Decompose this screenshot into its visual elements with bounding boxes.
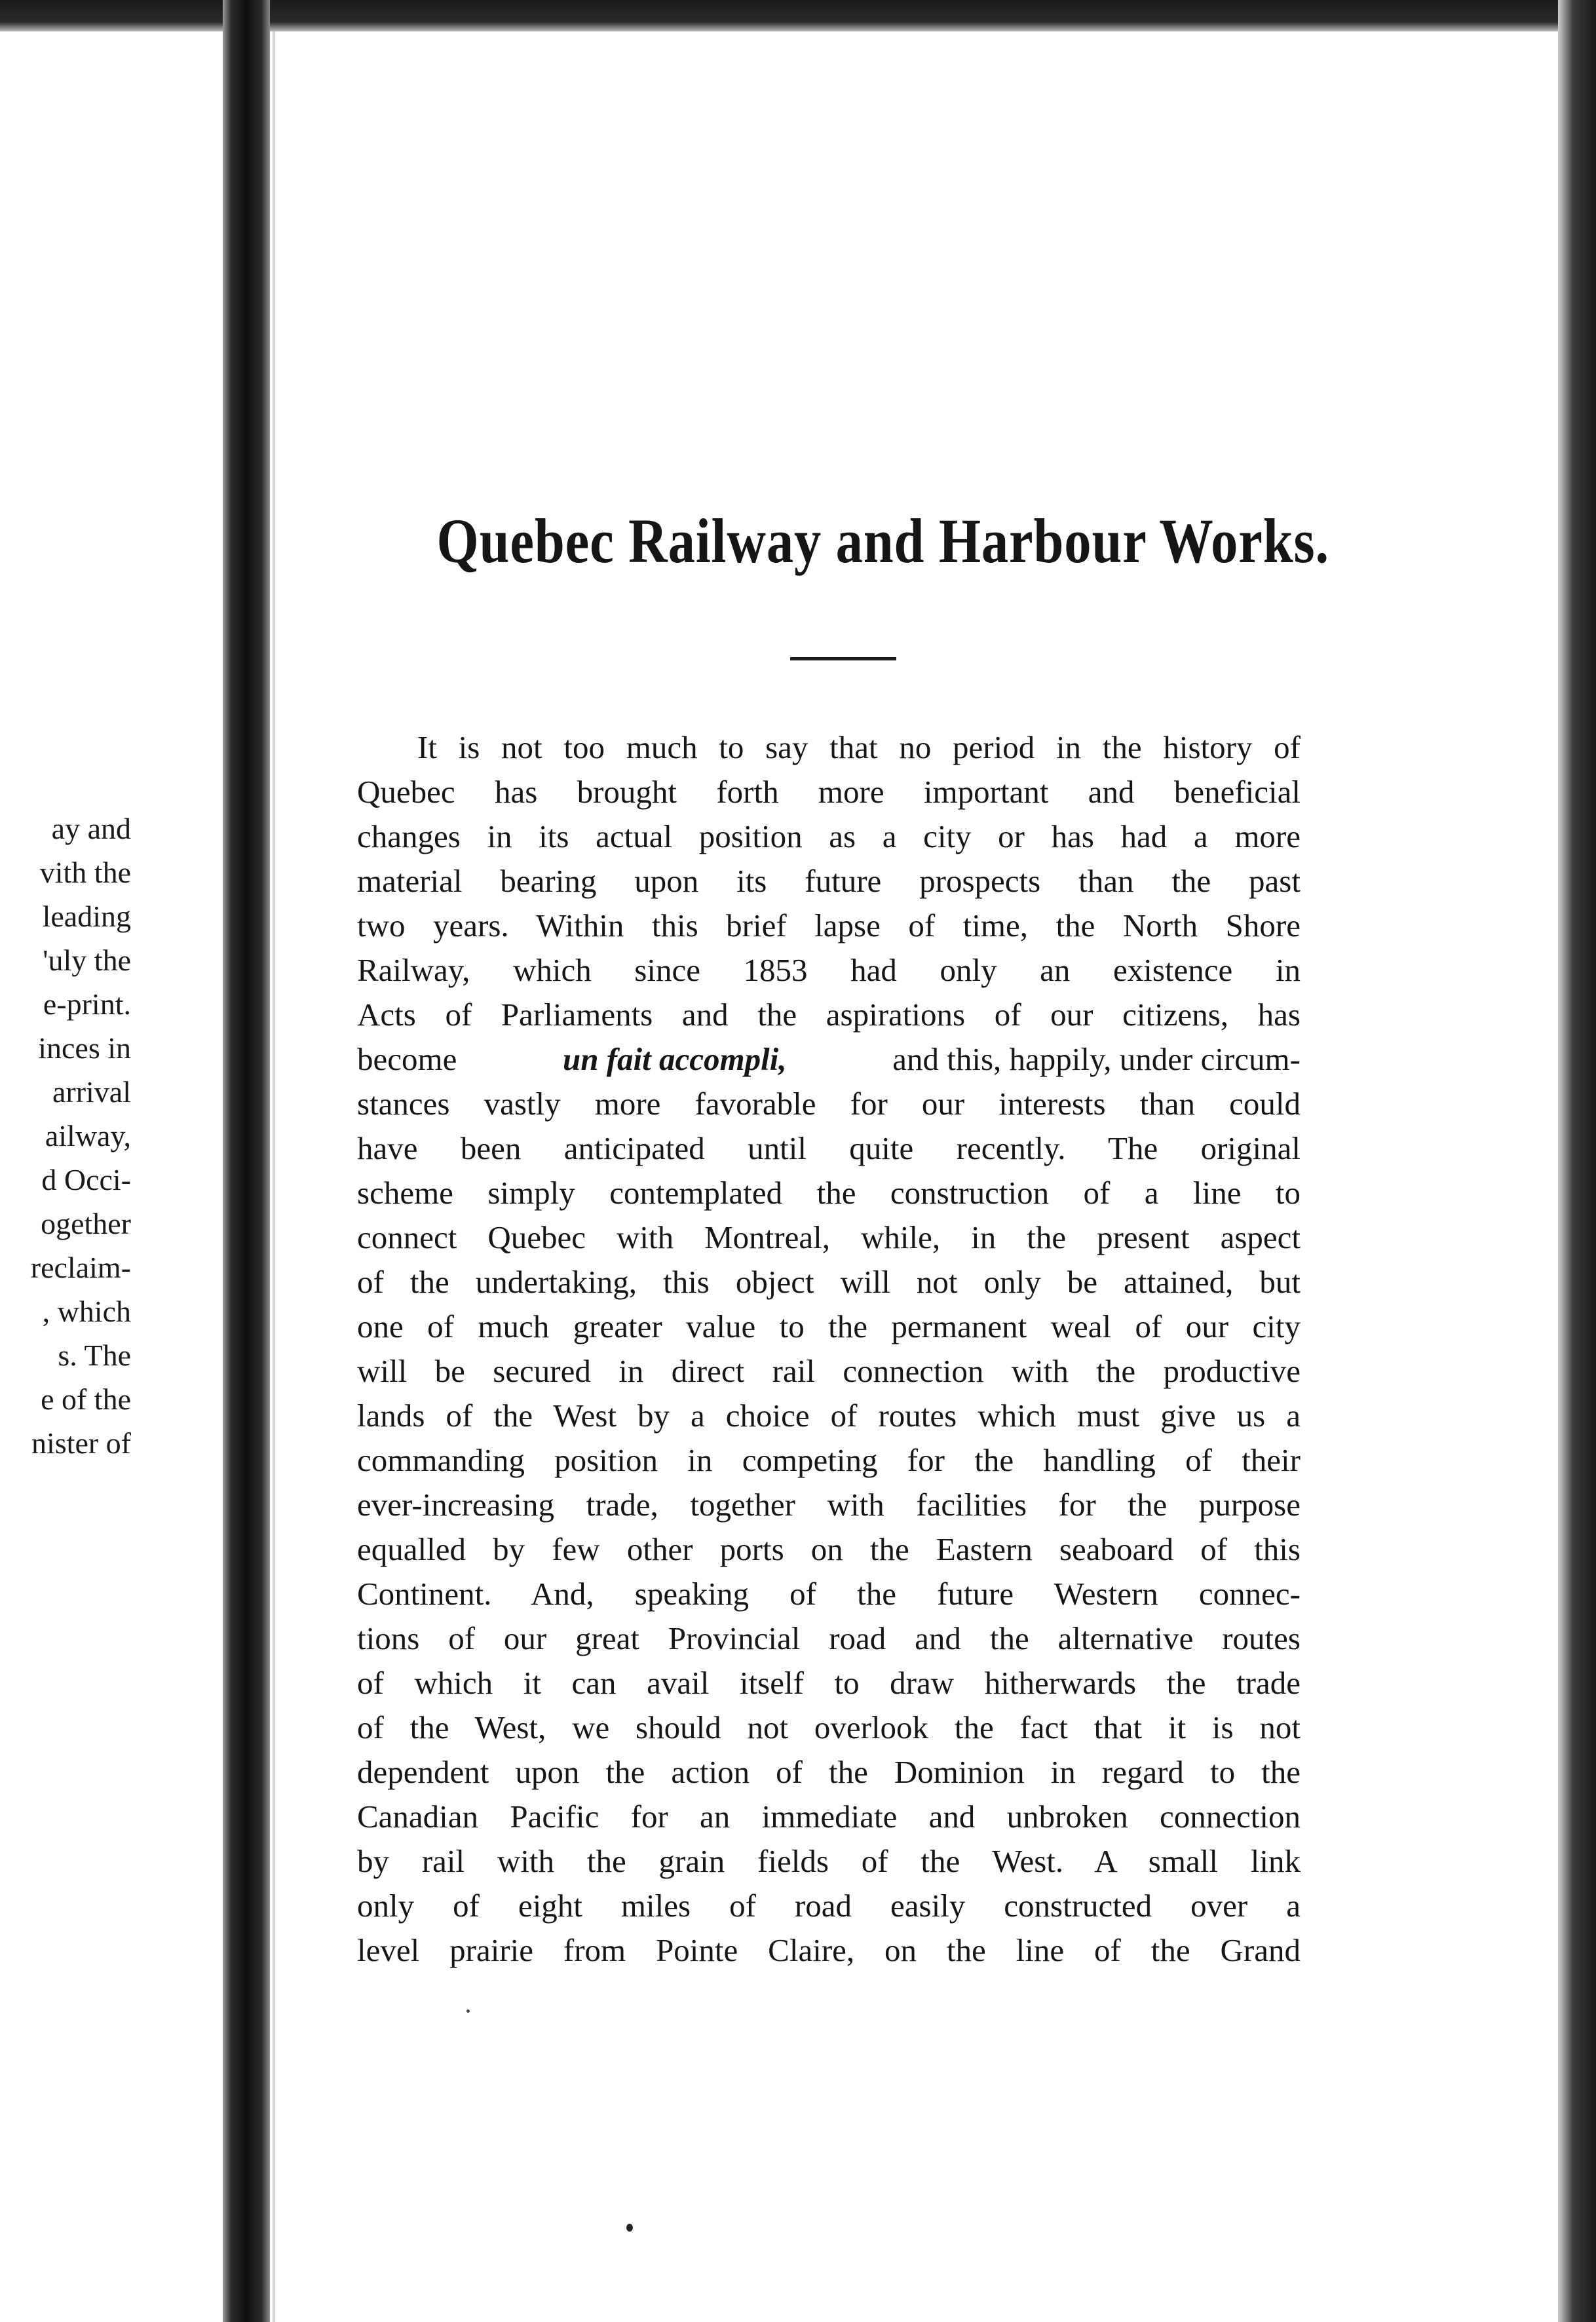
body-paragraph bbox=[357, 725, 1301, 1973]
previous-page-line: d Occi- bbox=[41, 1163, 131, 1196]
previous-page-line: , which bbox=[42, 1295, 131, 1328]
book-gutter bbox=[223, 0, 270, 2322]
text-line: of which it can avail itself to draw hitherwards the trade bbox=[357, 1665, 1301, 1701]
text-line: It is not too much to say that no period in the history of bbox=[417, 729, 1301, 765]
previous-page-line: leading bbox=[42, 900, 131, 933]
previous-page-line: nister of bbox=[31, 1426, 131, 1460]
previous-page-line: ogether bbox=[41, 1207, 131, 1240]
previous-page-line: s. The bbox=[58, 1339, 131, 1372]
scan-right-border bbox=[1558, 0, 1596, 2322]
text-line: equalled by few other ports on the Eastern seaboard of this bbox=[357, 1531, 1301, 1567]
text-line: Railway, which since 1853 had only an existence in bbox=[357, 952, 1301, 988]
text-line: scheme simply contemplated the construction of a line to bbox=[357, 1175, 1301, 1211]
text-line: one of much greater value to the permanent weal of our city bbox=[357, 1308, 1301, 1344]
text-line: of the undertaking, this object will not only be attained, but bbox=[357, 1264, 1301, 1300]
text-line: dependent upon the action of the Dominion in regard to the bbox=[357, 1754, 1301, 1790]
text-line: commanding position in competing for the handling of their bbox=[357, 1442, 1301, 1478]
text-line: of the West, we should not overlook the fact that it is not bbox=[357, 1709, 1301, 1745]
text-line: only of eight miles of road easily constructed over a bbox=[357, 1888, 1301, 1924]
scan-speck bbox=[466, 2009, 470, 2013]
text-line: two years. Within this brief lapse of time, the North Shore bbox=[357, 907, 1301, 943]
text-line: by rail with the grain fields of the West. A small link bbox=[357, 1843, 1301, 1879]
previous-page-line: arrival bbox=[52, 1075, 131, 1109]
previous-page-line: 'uly the bbox=[43, 943, 131, 977]
previous-page-line: reclaim- bbox=[30, 1251, 131, 1284]
text-line bbox=[357, 1037, 1301, 1082]
previous-page-line: ay and bbox=[51, 812, 131, 845]
previous-page-line: inces in bbox=[38, 1031, 131, 1065]
previous-page-line: e of the bbox=[41, 1382, 131, 1416]
previous-page-line: vith the bbox=[39, 856, 131, 889]
text-line: ever-increasing trade, together with facilities for the purpose bbox=[357, 1487, 1301, 1523]
text-line: connect Quebec with Montreal, while, in the present aspect bbox=[357, 1219, 1301, 1255]
text-line: Continent. And, speaking of the future Western connec- bbox=[357, 1576, 1301, 1612]
previous-page-line: ailway, bbox=[45, 1119, 131, 1152]
text-line: lands of the West by a choice of routes which must give us a bbox=[357, 1398, 1301, 1434]
page-title: Quebec Railway and Harbour Works. bbox=[436, 506, 1330, 576]
text-line: level prairie from Pointe Claire, on the line of the Grand bbox=[357, 1932, 1301, 1968]
italic-phrase: un fait accompli, bbox=[562, 1041, 787, 1077]
text-line: material bearing upon its future prospects than the past bbox=[357, 863, 1301, 899]
title-rule bbox=[790, 657, 896, 660]
text-line: changes in its actual position as a city or has had a more bbox=[357, 818, 1301, 854]
text-line: have been anticipated until quite recently. The original bbox=[357, 1130, 1301, 1166]
previous-page-line: e-print. bbox=[43, 987, 131, 1021]
gutter-highlight bbox=[273, 31, 275, 2322]
text-line: tions of our great Provincial road and the alternative routes bbox=[357, 1620, 1301, 1656]
text-word: become bbox=[357, 1041, 457, 1077]
text-line: Acts of Parliaments and the aspirations of our citizens, has bbox=[357, 997, 1301, 1033]
text-line: will be secured in direct rail connection with the productive bbox=[357, 1353, 1301, 1389]
footer-ink-mark bbox=[626, 2224, 633, 2232]
text-segment: and this, happily, under circum- bbox=[892, 1041, 1301, 1077]
text-line: Quebec has brought forth more important and beneficial bbox=[357, 774, 1301, 810]
text-line: stances vastly more favorable for our interests than could bbox=[357, 1086, 1301, 1122]
text-line: Canadian Pacific for an immediate and unbroken connection bbox=[357, 1799, 1301, 1835]
